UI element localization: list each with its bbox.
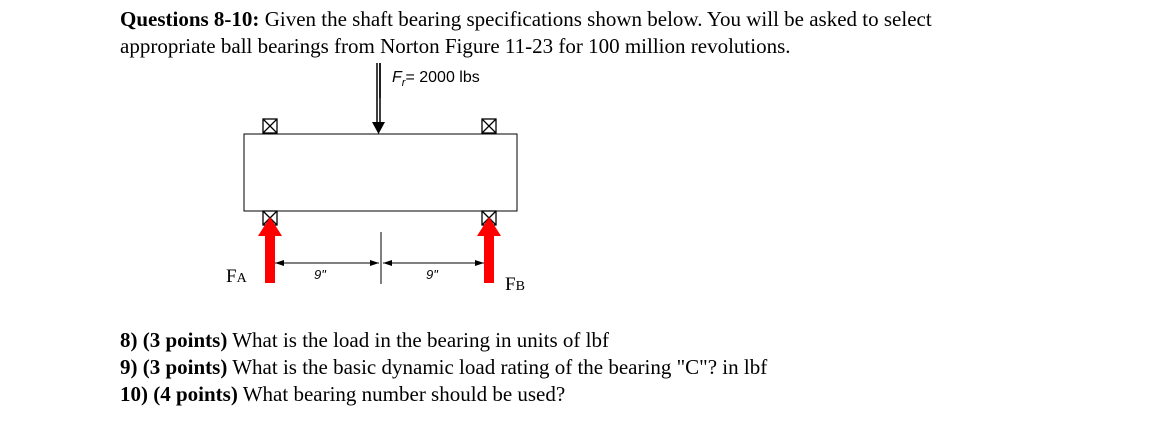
questions-list bbox=[120, 327, 1120, 408]
applied-force-arrow bbox=[372, 63, 385, 134]
header-label: Questions 8-10: bbox=[120, 7, 260, 31]
shaft-body bbox=[244, 134, 517, 211]
dimension-left-label: 9" bbox=[314, 267, 326, 282]
question-10-label: 10) (4 points) bbox=[120, 382, 238, 406]
reaction-label-b: FB bbox=[505, 274, 525, 295]
bearing-b-top-icon bbox=[482, 119, 496, 133]
reaction-arrow-a bbox=[258, 217, 282, 283]
question-8-label: 8) (3 points) bbox=[120, 328, 228, 352]
reaction-label-a: FA bbox=[226, 266, 247, 287]
dimension-right-label: 9" bbox=[426, 267, 438, 282]
header-line-2: appropriate ball bearings from Norton Figure 11-23 for 100 million revolutions. bbox=[120, 34, 791, 58]
question-8 bbox=[120, 327, 1120, 354]
question-9-label: 9) (3 points) bbox=[120, 355, 228, 379]
question-10 bbox=[120, 381, 1120, 408]
question-9-text: What is the basic dynamic load rating of the bearing "C"? in lbf bbox=[227, 355, 768, 379]
reaction-arrow-b bbox=[477, 217, 501, 283]
question-9 bbox=[120, 354, 1120, 381]
question-8-text: What is the load in the bearing in units of lbf bbox=[227, 328, 609, 352]
dimension-lines bbox=[275, 232, 484, 284]
header-line-1-text: Given the shaft bearing specifications shown below. You will be asked to select bbox=[259, 7, 932, 31]
question-10-text: What bearing number should be used? bbox=[237, 382, 566, 406]
applied-force-label: $F_r= 2000$ lbs bbox=[392, 69, 480, 89]
bearing-a-top-icon bbox=[263, 119, 277, 133]
